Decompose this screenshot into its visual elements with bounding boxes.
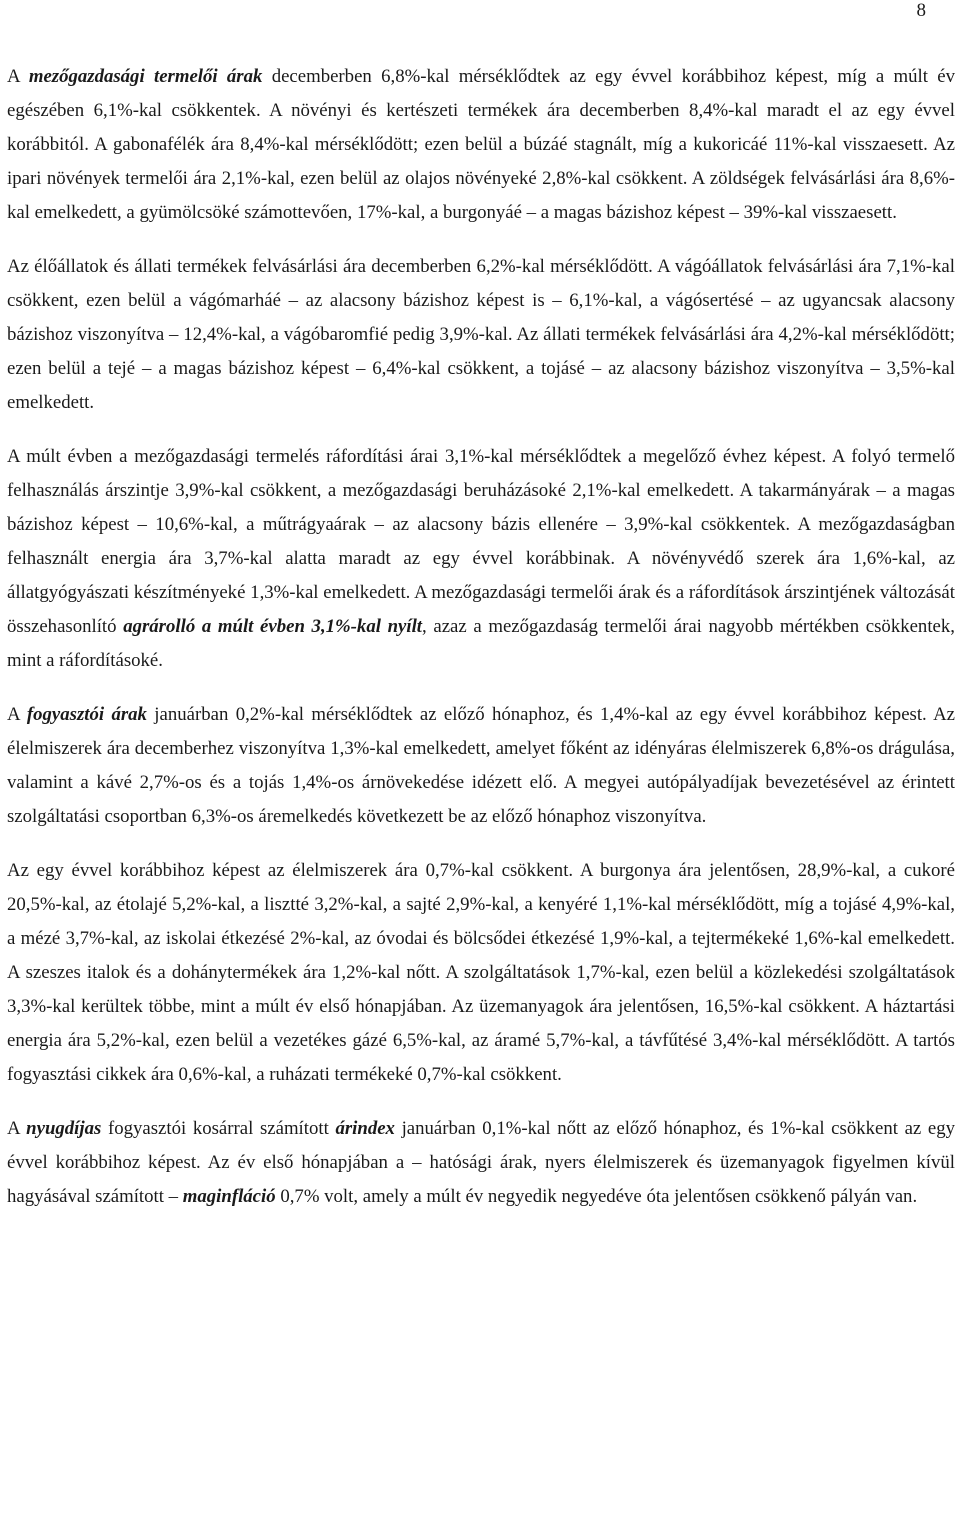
body-text: 0,7% volt, amely a múlt év negyedik negyedéve óta jelentősen csökkenő pályán van. — [275, 1186, 918, 1207]
body-text: Az élőállatok és állati termékek felvásárlási ára decemberben 6,2%-kal mérséklődött. A vágóállatok felvásárlási ára 7,1%-kal csökkent, ezen belül a vágómarháé – az alacsony bázishoz képest is – 6,1%-kal, a vágósertésé – az ugyancsak alacsony bázishoz viszonyítva – 12,4%-kal, a vágóbaromfié pedig 3,9%-kal. Az állati termékek felvásárlási ára 4,2%-kal mérséklődött; ezen belül a tejé – a magas bázishoz képest – 6,4%-kal csökkent, a tojásé – az alacsony bázishoz viszonyítva – 3,5%-kal emelkedett. — [7, 256, 955, 413]
body-text: A — [7, 1118, 27, 1139]
paragraph-input-prices — [7, 440, 955, 678]
body-text: A — [7, 66, 29, 87]
emphasis-text: nyugdíjas — [26, 1118, 102, 1139]
paragraph-food-prices — [7, 854, 955, 1092]
paragraph-consumer-prices — [7, 698, 955, 834]
document-body — [7, 60, 955, 1234]
body-text: fogyasztói kosárral számított — [101, 1118, 336, 1139]
page-number: 8 — [916, 0, 926, 21]
paragraph-livestock-prices — [7, 250, 955, 420]
body-text: , azaz a mezőgazdaság termelői árai nagyobb mértékben csökkentek, mint a ráfordításoké. — [7, 616, 955, 671]
body-text: A múlt évben a mezőgazdasági termelés ráfordítási árai 3,1%-kal mérséklődtek a megelőző évhez képest. A folyó termelő felhasználás árszintje 3,9%-kal csökkent, a mezőgazdasági beruházásoké 2,1%-kal emelkedett. A takarmányárak – a magas bázishoz képest – 10,6%-kal, a műtrágyaárak – az alacsony bázis ellenére – 3,9%-kal csökkentek. A mezőgazdaságban felhasznált energia ára 3,7%-kal alatta maradt az egy évvel korábbinak. A növényvédő szerek ára 1,6%-kal, az állatgyógyászati készítményeké 1,3%-kal emelkedett. A mezőgazdasági termelői árak és a ráfordítások árszintjének változását összehasonlító — [7, 446, 955, 637]
body-text: januárban 0,1%-kal nőtt az előző hónaphoz, és 1%-kal csökkent az egy évvel korábbihoz képest. Az év első hónapjában a – hatósági árak, nyers élelmiszerek és üzemanyagok figyelmen kívül hagyásával számított – — [7, 1118, 955, 1207]
paragraph-agricultural-producer-prices — [7, 60, 955, 230]
body-text: januárban 0,2%-kal mérséklődtek az előző hónaphoz, és 1,4%-kal az egy évvel korábbihoz képest. Az élelmiszerek ára decemberhez viszonyítva 1,3%-kal emelkedett, amelyet főként az idényáras élelmiszerek 6,8%-os drágulása, valamint a kávé 2,7%-os és a tojás 1,4%-os árnövekedése idézett elő. A megyei autópályadíjak bevezetésével az érintett szolgáltatási csoportban 6,3%-os áremelkedés következett be az előző hónaphoz viszonyítva. — [7, 704, 955, 827]
paragraph-pensioner-index — [7, 1112, 955, 1214]
body-text: A — [7, 704, 27, 725]
body-text: decemberben 6,8%-kal mérséklődtek az egy évvel korábbihoz képest, míg a múlt év egészében 6,1%-kal csökkentek. A növényi és kertészeti termékek ára decemberben 8,4%-kal maradt el az egy évvel korábbitól. A gabonafélék ára 8,4%-kal mérséklődött; ezen belül a búzáé stagnált, míg a kukoricáé 11%-kal visszaesett. Az ipari növények termelői ára 2,1%-kal, ezen belül az olajos növényeké 2,8%-kal csökkent. A zöldségek felvásárlási ára 8,6%-kal emelkedett, a gyümölcsöké számottevően, 17%-kal, a burgonyáé – a magas bázishoz képest – 39%-kal visszaesett. — [7, 66, 955, 223]
emphasis-text: agrárolló a múlt évben 3,1%-kal nyílt — [123, 616, 423, 637]
emphasis-text: mezőgazdasági termelői árak — [28, 66, 263, 87]
emphasis-text: fogyasztói árak — [26, 704, 147, 725]
body-text: Az egy évvel korábbihoz képest az élelmiszerek ára 0,7%-kal csökkent. A burgonya ára jelentősen, 28,9%-kal, a cukoré 20,5%-kal, az étolajé 5,2%-kal, a lisztté 3,2%-kal, a sajté 2,9%-kal, a kenyéré 1,1%-kal mérséklődött, míg a tojásé 4,9%-kal, a mézé 3,7%-kal, az iskolai étkezésé 2%-kal, az óvodai és bölcsődei étkezésé 1,9%-kal, a tejtermékeké 1,6%-kal emelkedett. A szeszes italok és a dohánytermékek ára 1,2%-kal nőtt. A szolgáltatások 1,7%-kal, ezen belül a közlekedési szolgáltatások 3,3%-kal kerültek többe, mint a múlt év első hónapjában. Az üzemanyagok ára jelentősen, 16,5%-kal csökkent. A háztartási energia ára 5,2%-kal, ezen belül a vezetékes gázé 6,5%-kal, az áramé 5,7%-kal, a távfűtésé 3,4%-kal mérséklődött. A tartós fogyasztási cikkek ára 0,6%-kal, a ruházati termékeké 0,7%-kal csökkent. — [7, 860, 955, 1085]
emphasis-text: maginfláció — [182, 1186, 276, 1207]
emphasis-text: árindex — [335, 1118, 395, 1139]
